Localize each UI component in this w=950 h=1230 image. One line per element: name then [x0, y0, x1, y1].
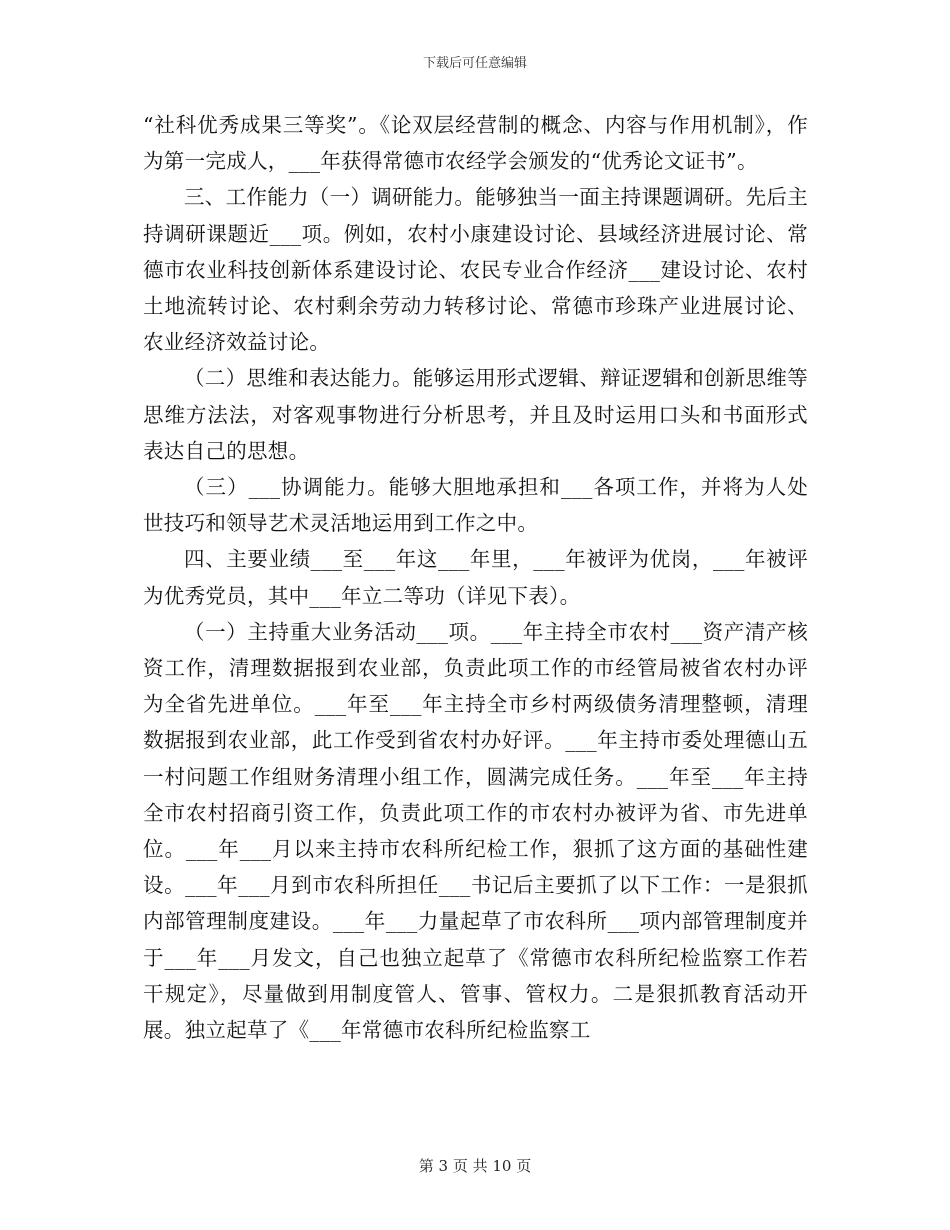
paragraph: 四、主要业绩___至___年这___年里，___年被评为优岗，___年被评为优秀党员，其中___年立二等功（详见下表）。	[143, 547, 808, 608]
paragraph: （二）思维和表达能力。能够运用形式逻辑、辩证逻辑和创新思维等思维方法法，对客观事物进行分析思考，并且及时运用口头和书面形式表达自己的思想。	[143, 366, 808, 463]
document-body	[143, 107, 808, 1048]
paragraph: （一）主持重大业务活动___项。___年主持全市农村___资产清产核资工作，清理数据报到农业部，负责此项工作的市经管局被省农村办评为全省先进单位。___年至___年主持全市乡村两级债务清理整顿，清理数据报到农业部，此工作受到省农村办好评。___年主持市委处理德山五一村问题工作组财务清理小组工作，圆满完成任务。___年至___年主持全市农村招商引资工作，负责此项工作的市农村办被评为省、市先进单位。___年___月以来主持市农科所纪检工作，狠抓了这方面的基础性建设。___年___月到市农科所担任___书记后主要抓了以下工作：一是狠抓内部管理制度建设。___年___力量起草了市农科所___项内部管理制度并于___年___月发文，自己也独立起草了《常德市农科所纪检监察工作若干规定》，尽量做到用制度管人、管事、管权力。二是狠抓教育活动开展。独立起草了《___年常德市农科所纪检监察工	[143, 619, 808, 1043]
page-footer: 第 3 页 共 10 页	[418, 1157, 532, 1175]
page-header: 下载后可任意编辑	[422, 56, 527, 71]
paragraph: （三）___协调能力。能够大胆地承担和___各项工作，并将为人处世技巧和领导艺术灵活地运用到工作之中。	[143, 475, 808, 536]
paragraph: “社科优秀成果三等奖”。《论双层经营制的概念、内容与作用机制》，作为第一完成人，___年获得常德市农经学会颁发的“优秀论文证书”。	[143, 113, 808, 174]
paragraph: 三、工作能力（一）调研能力。能够独当一面主持课题调研。先后主持调研课题近___项。例如，农村小康建设讨论、县域经济进展讨论、常德市农业科技创新体系建设讨论、农民专业合作经济___建设讨论、农村土地流转讨论、农村剩余劳动力转移讨论、常德市珍珠产业进展讨论、农业经济效益讨论。	[143, 185, 808, 355]
